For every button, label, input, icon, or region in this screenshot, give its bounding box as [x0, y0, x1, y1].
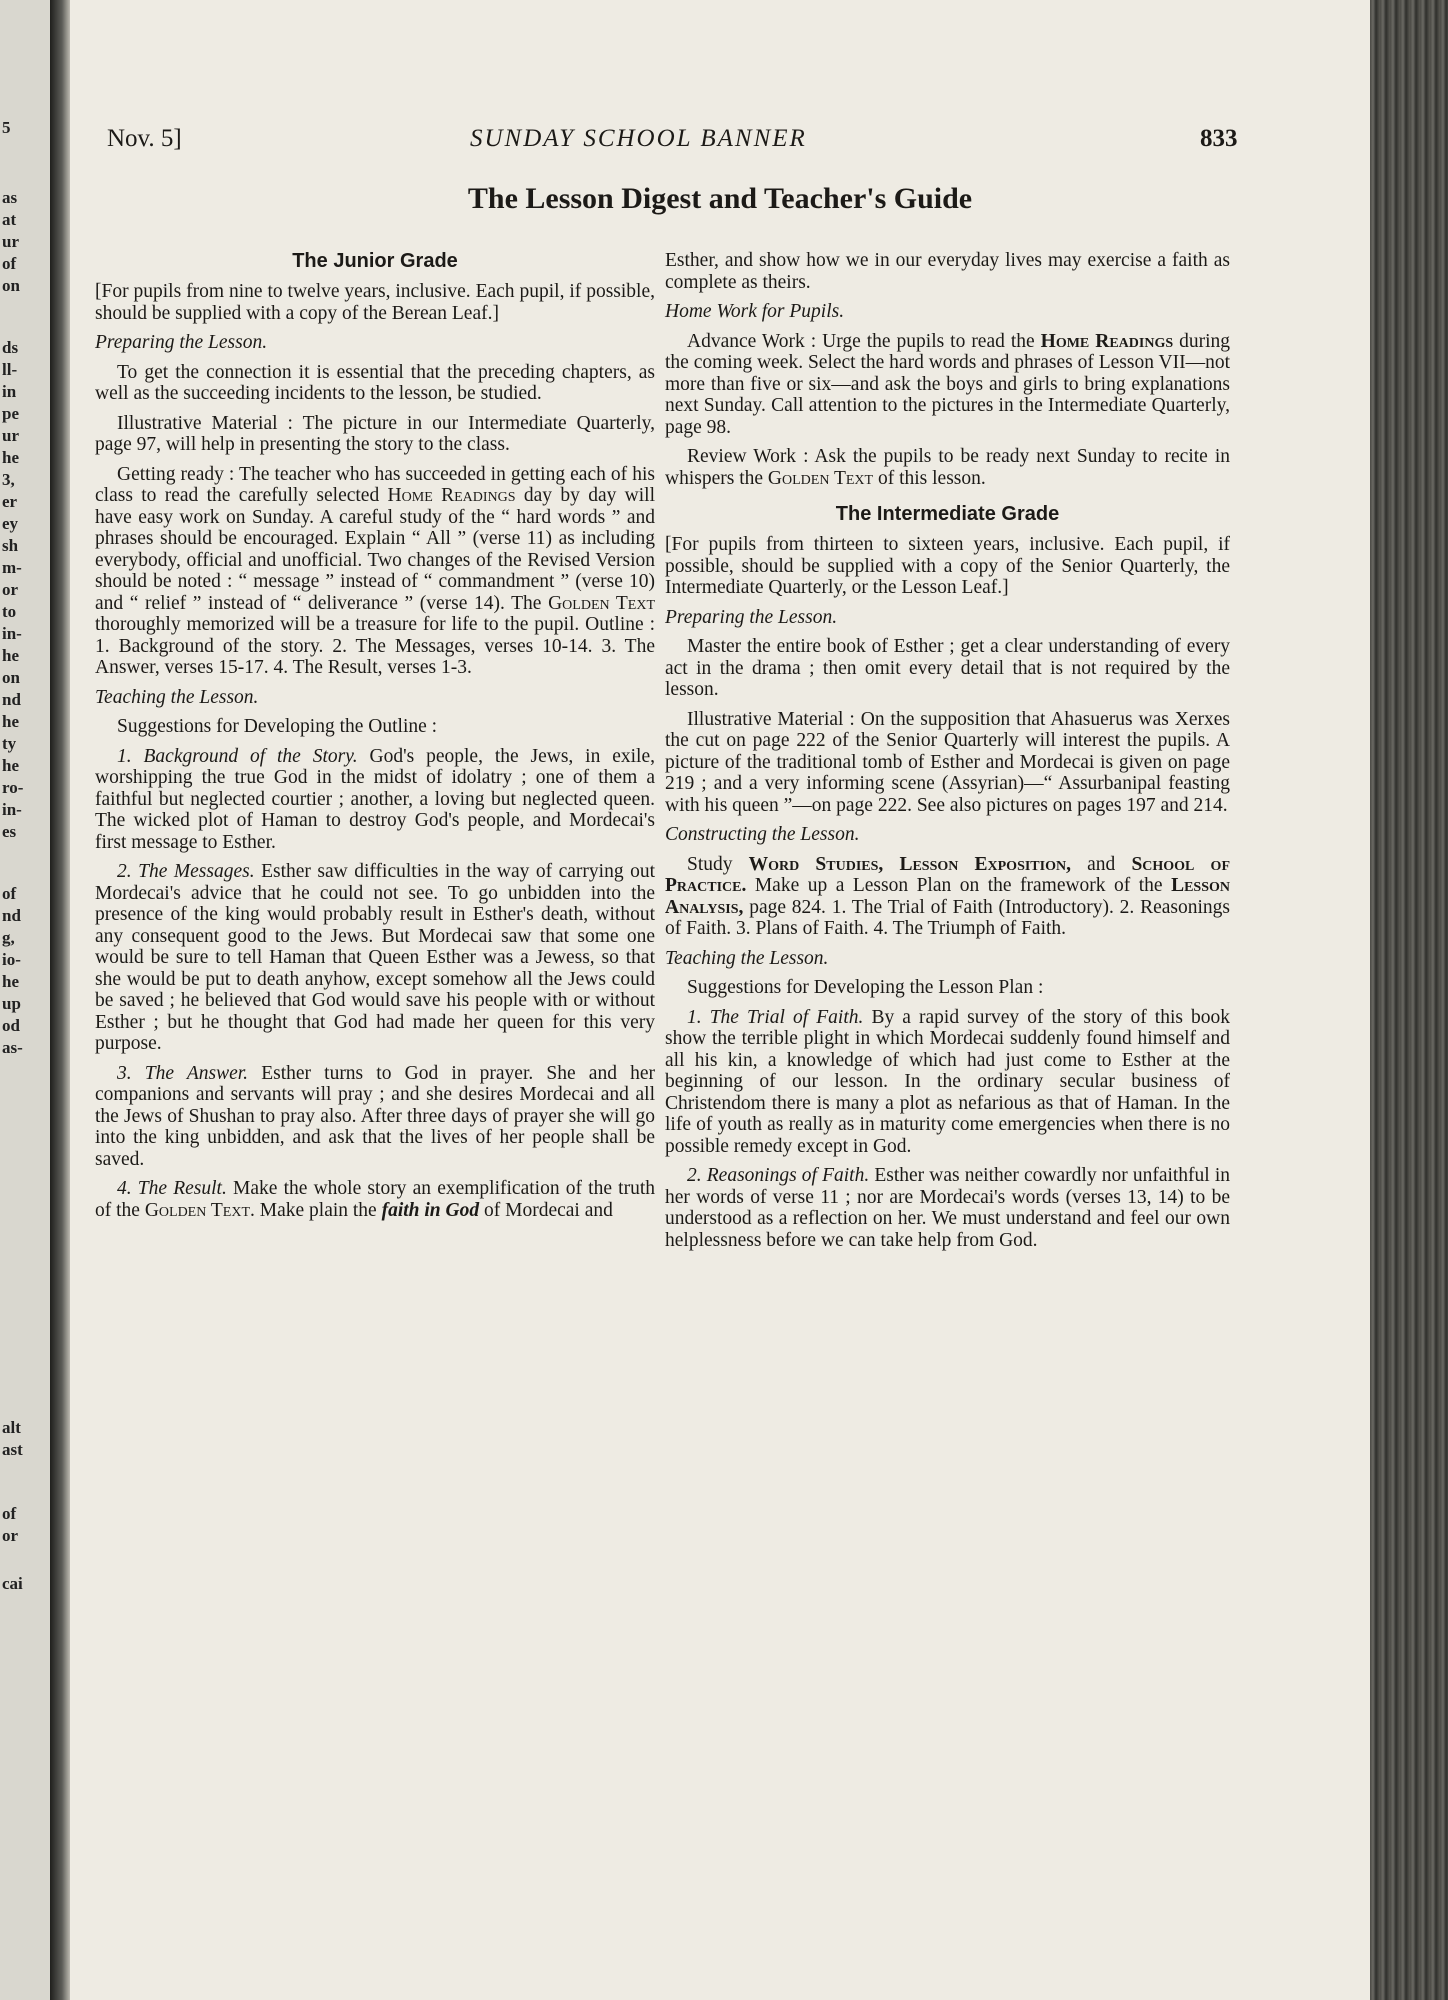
junior-intro: [For pupils from nine to twelve years, inclusive. Each pupil, if possible, should be supplied with a copy of the Berean Leaf.]: [95, 281, 655, 324]
previous-page-fragment: io-: [2, 950, 21, 969]
previous-page-fragment: ur: [2, 232, 19, 251]
previous-page-fragment: of: [2, 884, 17, 903]
junior-point-answer: 3. The Answer. Esther turns to God in prayer. She and her companions and servants will pray ; and she desires Mordecai and all the Jews of Shushan to pray also. After three days of prayer she will go into the king unbidden, and ask that the lives of her people shall be saved.: [95, 1062, 655, 1170]
previous-page-fragment: he: [2, 712, 19, 731]
intermediate-suggestions: Suggestions for Developing the Lesson Plan :: [687, 977, 1044, 998]
previous-page-fragment: he: [2, 972, 19, 991]
book-spine: [1370, 0, 1448, 2000]
previous-page-fragment: alt: [2, 1418, 21, 1437]
book-gutter: [50, 0, 70, 2000]
previous-page-fragment: sh: [2, 536, 19, 555]
junior-continued-text: Esther, and show how we in our everyday lives may exercise a faith as complete as theirs.: [665, 250, 1230, 293]
home-work-heading: Home Work for Pupils.: [665, 301, 845, 322]
previous-page-fragment: ey: [2, 514, 19, 533]
previous-page-fragment: g,: [2, 928, 15, 947]
previous-page-fragment: up: [2, 994, 21, 1013]
previous-page-fragment: of: [2, 254, 17, 273]
junior-getting-ready: Getting ready : The teacher who has succeeded in getting each of his class to read the carefully selected Home Readings day by day will have easy work on Sunday. A careful study of the “ hard words ” and phrases should be encouraged. Explain “ All ” (verse 11) as including everybody, official and unofficial. Two changes of the Revised Version should be noted : “ message ” instead of “ commandment ” (verse 10) and “ relief ” instead of “ deliverance ” (verse 14). The Golden Text thoroughly memorized will be a treasure for life to the pupil. Outline : 1. Background of the story. 2. The Messages, verses 10-14. 3. The Answer, verses 15-17. 4. The Result, verses 1-3.: [95, 463, 656, 678]
intermediate-preparing-heading: Preparing the Lesson.: [665, 606, 838, 628]
previous-page-fragment: nd: [2, 906, 21, 925]
previous-page-fragment: er: [2, 492, 18, 511]
left-column: [95, 250, 655, 1229]
junior-point-messages: 2. The Messages. Esther saw difficulties in the way of carrying out Mordecai's advice that he could not see. To go unbidden into the presence of the king would probably result in Esther's death, without any consequent good to the Jews. But Mordecai saw that some one would be sure to tell Haman that Queen Esther was a Jewess, so that she would be put to death anyhow, except somehow all the Jews could be saved ; he believed that God would save his people with or without Esther ; but he thought that God had made her queen for this very purpose.: [95, 861, 655, 1054]
junior-illustrative-text: Illustrative Material : The picture in our Intermediate Quarterly, page 97, will help in presenting the story to the class.: [95, 412, 655, 455]
page-number: 833: [1200, 125, 1238, 152]
previous-page-fragment: m-: [2, 558, 22, 577]
previous-page-fragment: ll-: [2, 360, 18, 379]
intermediate-grade-heading: The Intermediate Grade: [835, 503, 1060, 525]
previous-page-fragment: ds: [2, 338, 19, 357]
intermediate-illustrative-text: Illustrative Material : On the supposition that Ahasuerus was Xerxes the cut on page 222 of the Senior Quarterly will interest the pupils. A picture of the traditional tomb of Esther and Mordecai is given on page 219 ; and a very informing scene (Assyrian)—“ Assurbanipal feasting with his queen ”—on page 222. See also pictures on pages 197 and 214.: [665, 708, 1230, 816]
previous-page-fragment: he: [2, 756, 19, 775]
junior-point-background: 1. Background of the Story. God's people, the Jews, in exile, worshipping the true God in the midst of idolatry ; one of them a faithful but neglected courtier ; another, a loving but neglected queen. The wicked plot of Haman to destroy God's people, and Mordecai's first message to Esther.: [95, 745, 655, 853]
intermediate-point-trial: 1. The Trial of Faith. By a rapid survey of the story of this book show the terrible plight in which Mordecai suddenly found himself and all his kin, a knowledge of which had just come to Esther at the beginning of our lesson. In the ordinary secular business of Christendom there is many a plot as nefarious as that of Haman. In the life of youth as really as in maturity come emergencies when there is no possible remedy except in God.: [665, 1006, 1231, 1157]
previous-page-fragment: or: [2, 1526, 19, 1545]
previous-page-fragment: cai: [2, 1574, 23, 1593]
previous-page-fragment: on: [2, 276, 20, 295]
junior-point-result: 4. The Result. Make the whole story an exemplification of the truth of the Golden Text. Make plain the faith in God of Mordecai and: [95, 1178, 655, 1221]
previous-page-fragment: as: [2, 188, 18, 207]
previous-page-fragment: pe: [2, 404, 19, 423]
junior-grade-heading: The Junior Grade: [292, 250, 458, 272]
previous-page-fragment: od: [2, 1016, 20, 1035]
previous-page-fragment: on: [2, 668, 20, 687]
header-publication: SUNDAY SCHOOL BANNER: [470, 125, 807, 152]
previous-page-fragment: 5: [2, 118, 11, 137]
previous-page-fragment: ur: [2, 426, 19, 445]
advance-work-text: Advance Work : Urge the pupils to read the Home Readings during the coming week. Select the hard words and phrases of Lesson VII—not more than five or six—and ask the boys and girls to bring explanations next Sunday. Call attention to the pictures in the Intermediate Quarterly, page 98.: [665, 330, 1231, 438]
intermediate-preparing-text: Master the entire book of Esther ; get a clear understanding of every act in the drama ; then omit every detail that is not required by the lesson.: [665, 636, 1230, 700]
previous-page-fragment: of: [2, 1504, 17, 1523]
review-work-text: Review Work : Ask the pupils to be ready next Sunday to recite in whispers the Golden Text of this lesson.: [665, 446, 1230, 489]
previous-page-fragment: 3,: [2, 470, 15, 489]
junior-teaching-heading: Teaching the Lesson.: [95, 686, 259, 708]
previous-page-fragment: ast: [2, 1440, 23, 1459]
page: [70, 0, 1370, 2000]
junior-preparing-text: To get the connection it is essential that the preceding chapters, as well as the succeeding incidents to the lesson, be studied.: [95, 361, 655, 404]
previous-page-fragment: ro-: [2, 778, 24, 797]
previous-page-fragment: he: [2, 448, 19, 467]
junior-preparing-heading: Preparing the Lesson.: [95, 332, 268, 353]
previous-page-fragment: at: [2, 210, 17, 229]
previous-page-fragment: as-: [2, 1038, 23, 1057]
previous-page-fragment: or: [2, 580, 19, 599]
previous-page-fragment: ty: [2, 734, 17, 753]
previous-page-fragment: in-: [2, 624, 22, 643]
right-column: [665, 250, 1230, 1259]
previous-page-edge: [0, 0, 50, 2000]
junior-suggestions: Suggestions for Developing the Outline :: [117, 716, 438, 737]
intermediate-teaching-heading: Teaching the Lesson.: [665, 947, 829, 969]
header-date: Nov. 5]: [107, 125, 182, 152]
previous-page-fragment: in-: [2, 800, 22, 819]
intermediate-intro: [For pupils from thirteen to sixteen years, inclusive. Each pupil, if possible, should be supplied with a copy of the Senior Quarterly, the Intermediate Quarterly, or the Lesson Leaf.]: [665, 534, 1230, 598]
previous-page-fragment: nd: [2, 690, 21, 709]
page-title: The Lesson Digest and Teacher's Guide: [467, 182, 973, 215]
constructing-heading: Constructing the Lesson.: [665, 824, 860, 845]
previous-page-fragment: to: [2, 602, 17, 621]
previous-page-fragment: es: [2, 822, 17, 841]
constructing-text: Study Word Studies, Lesson Exposition, and School of Practice. Make up a Lesson Plan on the framework of the Lesson Analysis, page 824. 1. The Trial of Faith (Introductory). 2. Reasonings of Faith. 3. Plans of Faith. 4. The Triumph of Faith.: [665, 853, 1230, 939]
intermediate-point-reasonings: 2. Reasonings of Faith. Esther was neither cowardly nor unfaithful in her words of verse 11 ; nor are Mordecai's words (verses 13, 14) to be understood as a reflection on her. We must understand and feel our own helplessness before we can take help from God.: [665, 1165, 1231, 1251]
previous-page-fragment: in: [2, 382, 17, 401]
previous-page-fragment: he: [2, 646, 19, 665]
